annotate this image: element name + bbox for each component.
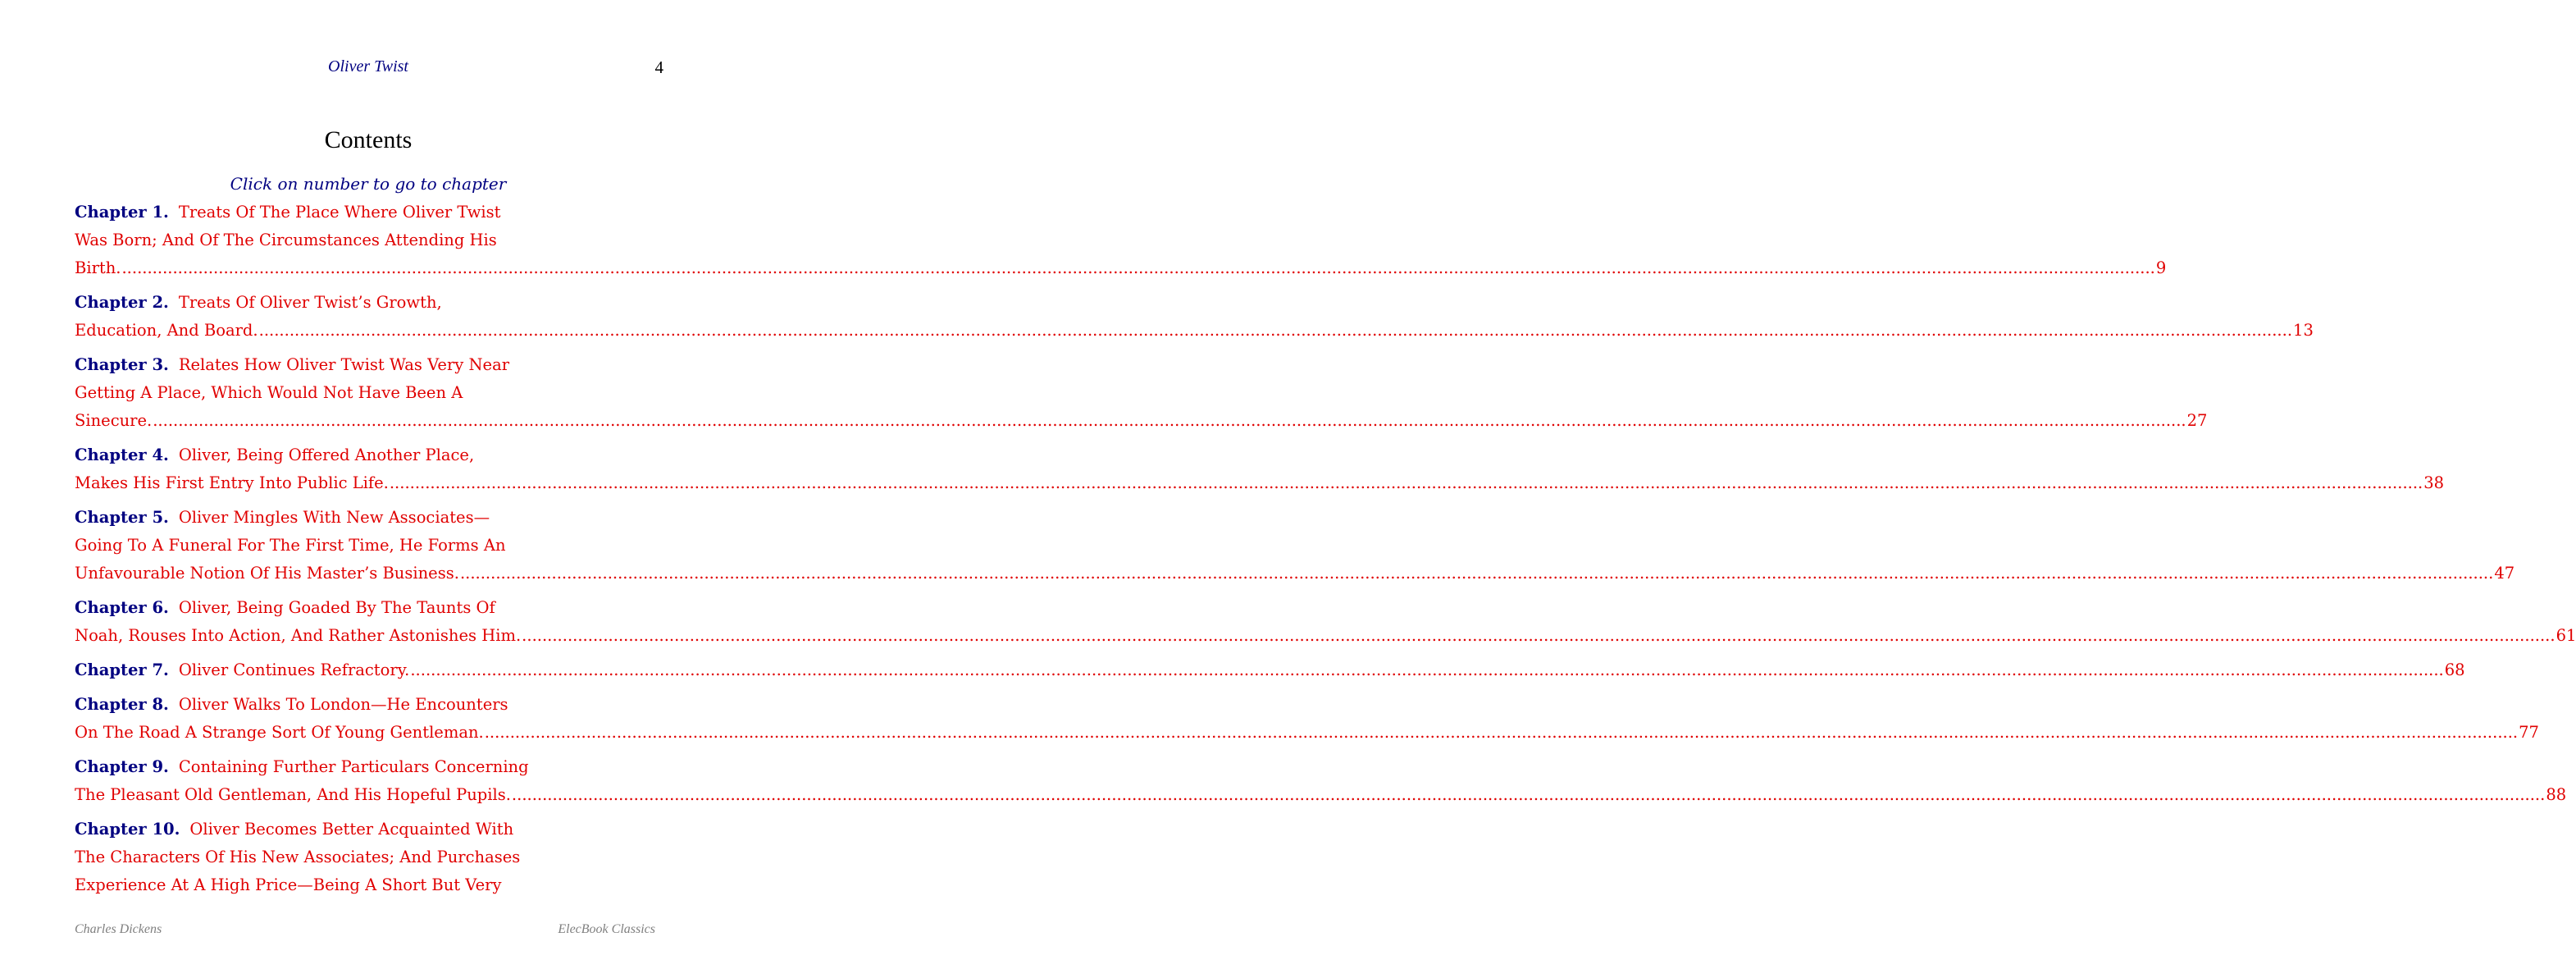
chapter-title-link[interactable]: Oliver Becomes Better Acquainted With: [189, 820, 514, 839]
dot-leader: ................................................................................................................................................................................................................................................................................................................................................................................................................: [511, 785, 2546, 804]
footer-publisher: ElecBook Classics: [558, 922, 655, 936]
toc-line: [75, 407, 2208, 435]
toc-line: [75, 816, 663, 843]
toc-entry: [75, 656, 2465, 684]
chapter-page-link[interactable]: 47: [2494, 564, 2515, 583]
toc-line: [75, 351, 663, 379]
toc-line: [75, 656, 2465, 684]
toc-entry: [75, 816, 663, 899]
chapter-label: Chapter 4.: [75, 446, 169, 464]
dot-leader: ................................................................................................................................................................................................................................................................................................................................................................................................................: [258, 321, 2293, 340]
chapter-label: Chapter 5.: [75, 508, 169, 527]
running-header-title: Oliver Twist: [328, 57, 408, 75]
toc-line: [75, 317, 2314, 345]
toc-line: [75, 226, 663, 254]
chapter-title-link[interactable]: The Pleasant Old Gentleman, And His Hopeful Pupils.: [75, 785, 511, 804]
chapter-title-link[interactable]: Oliver, Being Goaded By The Taunts Of: [178, 598, 495, 617]
toc-line: [75, 504, 663, 532]
chapter-page-link[interactable]: 38: [2423, 473, 2445, 492]
toc-line: [75, 199, 663, 226]
toc-line: [75, 871, 663, 899]
chapter-title-link[interactable]: The Characters Of His New Associates; And Purchases: [75, 848, 521, 866]
toc-entry: [75, 594, 2576, 650]
toc-entry: [75, 504, 2515, 587]
chapter-title-link[interactable]: Treats Of Oliver Twist’s Growth,: [178, 293, 442, 312]
toc-line: [75, 622, 2576, 650]
chapter-title-link[interactable]: Relates How Oliver Twist Was Very Near: [178, 355, 510, 374]
chapter-title-link[interactable]: On The Road A Strange Sort Of Young Gentleman.: [75, 723, 484, 742]
chapter-title-link[interactable]: Noah, Rouses Into Action, And Rather Astonishes Him.: [75, 626, 522, 645]
chapter-title-link[interactable]: Getting A Place, Which Would Not Have Been A: [75, 383, 463, 402]
dot-leader: ................................................................................................................................................................................................................................................................................................................................................................................................................: [484, 723, 2519, 742]
chapter-title-link[interactable]: Sinecure.: [75, 411, 153, 430]
toc-entry: [75, 351, 2208, 435]
chapter-page-link[interactable]: 88: [2546, 785, 2567, 804]
toc-line: [75, 289, 663, 317]
chapter-label: Chapter 6.: [75, 598, 169, 617]
chapter-title-link[interactable]: Going To A Funeral For The First Time, He Forms An: [75, 536, 506, 555]
chapter-label: Chapter 8.: [75, 695, 169, 714]
chapter-title-link[interactable]: Treats Of The Place Where Oliver Twist: [178, 203, 501, 222]
toc-line: [75, 560, 2515, 587]
dot-leader: ................................................................................................................................................................................................................................................................................................................................................................................................................: [389, 473, 2423, 492]
chapter-title-link[interactable]: Oliver Mingles With New Associates—: [178, 508, 490, 527]
chapter-title-link[interactable]: Experience At A High Price—Being A Short But Very: [75, 875, 502, 894]
chapter-title-link[interactable]: Makes His First Entry Into Public Life.: [75, 473, 389, 492]
chapter-label: Chapter 2.: [75, 293, 169, 312]
toc-line: [75, 594, 663, 622]
chapter-label: Chapter 10.: [75, 820, 180, 839]
page-number: 4: [654, 57, 663, 77]
chapter-label: Chapter 9.: [75, 757, 169, 776]
chapter-title-link[interactable]: Unfavourable Notion Of His Master’s Business.: [75, 564, 459, 583]
toc-line: [75, 843, 663, 871]
chapter-label: Chapter 1.: [75, 203, 169, 222]
toc-line: [75, 753, 663, 781]
toc-line: [75, 441, 663, 469]
chapter-title-link[interactable]: Containing Further Particulars Concerning: [178, 757, 529, 776]
chapter-title-link[interactable]: Was Born; And Of The Circumstances Attending His: [75, 231, 497, 249]
chapter-page-link[interactable]: 27: [2186, 411, 2208, 430]
chapter-page-link[interactable]: 68: [2444, 660, 2465, 679]
dot-leader: ................................................................................................................................................................................................................................................................................................................................................................................................................: [410, 660, 2444, 679]
dot-leader: ................................................................................................................................................................................................................................................................................................................................................................................................................: [121, 258, 2155, 277]
toc-line: [75, 781, 2567, 809]
toc-line: [75, 691, 663, 719]
toc-entry: [75, 289, 2314, 345]
contents-heading: Contents: [324, 126, 413, 153]
footer-author: Charles Dickens: [75, 922, 162, 936]
chapter-label: Chapter 7.: [75, 660, 169, 679]
toc-entry: [75, 753, 2567, 809]
chapter-label: Chapter 3.: [75, 355, 169, 374]
chapter-title-link[interactable]: Oliver Walks To London—He Encounters: [178, 695, 508, 714]
toc-line: [75, 379, 663, 407]
dot-leader: ................................................................................................................................................................................................................................................................................................................................................................................................................: [522, 626, 2555, 645]
toc-line: [75, 254, 2167, 282]
table-of-contents: [75, 199, 2576, 906]
toc-line: [75, 719, 2539, 747]
chapter-title-link[interactable]: Education, And Board.: [75, 321, 258, 340]
toc-entry: [75, 441, 2445, 497]
toc-entry: [75, 691, 2539, 747]
dot-leader: ................................................................................................................................................................................................................................................................................................................................................................................................................: [459, 564, 2494, 583]
chapter-page-link[interactable]: 61: [2555, 626, 2576, 645]
toc-entry: [75, 199, 2167, 282]
chapter-page-link[interactable]: 9: [2155, 258, 2167, 277]
chapter-title-link[interactable]: Oliver, Being Offered Another Place,: [178, 446, 475, 464]
chapter-title-link[interactable]: Birth.: [75, 258, 121, 277]
chapter-title-link[interactable]: Oliver Continues Refractory.: [178, 660, 410, 679]
toc-instruction: Click on number to go to chapter: [230, 174, 507, 194]
chapter-page-link[interactable]: 13: [2293, 321, 2314, 340]
dot-leader: ................................................................................................................................................................................................................................................................................................................................................................................................................: [153, 411, 2186, 430]
chapter-page-link[interactable]: 77: [2519, 723, 2539, 742]
toc-line: [75, 469, 2445, 497]
toc-line: [75, 532, 663, 560]
